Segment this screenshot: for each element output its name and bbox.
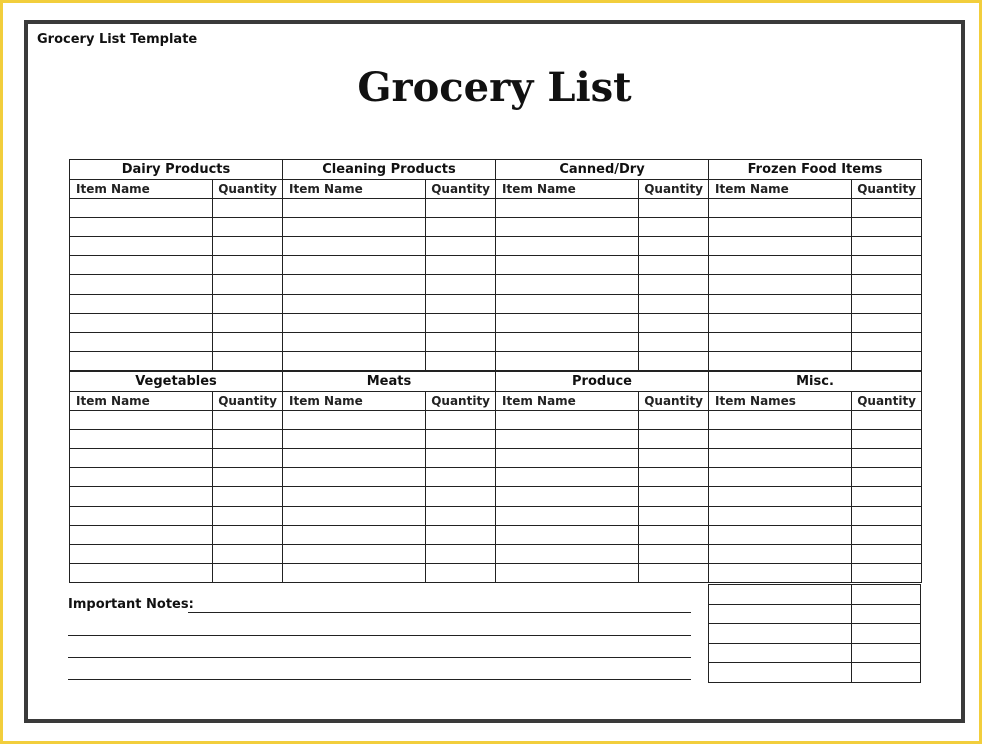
quantity-header: Quantity: [644, 394, 703, 408]
item-name-cell[interactable]: [709, 545, 852, 563]
item-name-cell[interactable]: [709, 237, 852, 255]
quantity-cell[interactable]: [213, 564, 282, 582]
quantity-cell[interactable]: [426, 275, 495, 293]
quantity-cell[interactable]: [426, 507, 495, 525]
table-row: [283, 199, 495, 218]
quantity-cell[interactable]: [852, 468, 921, 486]
quantity-cell[interactable]: [426, 256, 495, 274]
table-row: [496, 256, 708, 275]
table-row: [709, 352, 921, 370]
quantity-cell[interactable]: [426, 352, 495, 370]
section-title: Frozen Food Items: [709, 160, 921, 180]
table-row: [709, 662, 920, 682]
column-header-row: [283, 180, 495, 199]
item-name-cell[interactable]: [283, 430, 426, 448]
table-row: [283, 468, 495, 487]
item-name-header: Item Name: [496, 180, 639, 198]
table-row: [709, 199, 921, 218]
table-row: [496, 275, 708, 294]
quantity-cell[interactable]: [639, 564, 708, 582]
item-name-header: Item Name: [283, 392, 426, 410]
table-row: [283, 333, 495, 352]
table-row: [70, 545, 282, 564]
table-row: [283, 526, 495, 545]
item-name-header: Item Name: [709, 180, 852, 198]
table-row: [709, 604, 920, 624]
column-header-row: [496, 392, 708, 411]
quantity-cell[interactable]: [213, 487, 282, 505]
quantity-cell[interactable]: [639, 449, 708, 467]
item-name-header: Item Name: [496, 392, 639, 410]
section-title: Produce: [496, 372, 708, 392]
item-name-cell[interactable]: [283, 275, 426, 293]
quantity-cell[interactable]: [213, 449, 282, 467]
item-name-cell[interactable]: [283, 411, 426, 429]
table-row: [70, 218, 282, 237]
item-name-cell[interactable]: [70, 295, 213, 313]
item-name-cell[interactable]: [709, 333, 852, 351]
quantity-cell[interactable]: [426, 411, 495, 429]
table-row: [709, 411, 921, 430]
section-title: Canned/Dry: [496, 160, 708, 180]
misc-extra-rows: [708, 584, 921, 683]
document-label: Grocery List Template: [37, 32, 198, 47]
quantity-cell[interactable]: [213, 295, 282, 313]
quantity-header: Quantity: [857, 394, 916, 408]
quantity-cell[interactable]: [639, 275, 708, 293]
table-row: [709, 564, 921, 582]
section-title: Misc.: [709, 372, 921, 392]
section-canned-dry: [495, 159, 708, 371]
item-name-cell[interactable]: [709, 644, 852, 663]
column-header-row: [496, 180, 708, 199]
item-name-cell[interactable]: [709, 564, 852, 582]
notes-line-3[interactable]: [68, 657, 691, 658]
table-row: [283, 449, 495, 468]
table-row: [283, 487, 495, 506]
quantity-cell[interactable]: [852, 237, 921, 255]
item-name-cell[interactable]: [70, 507, 213, 525]
quantity-cell[interactable]: [426, 545, 495, 563]
quantity-header: Quantity: [431, 182, 490, 196]
quantity-cell[interactable]: [639, 411, 708, 429]
item-name-cell[interactable]: [709, 449, 852, 467]
column-header-row: [70, 180, 282, 199]
table-row: [496, 352, 708, 370]
section-produce: [495, 371, 708, 583]
quantity-cell[interactable]: [213, 507, 282, 525]
quantity-cell[interactable]: [426, 468, 495, 486]
table-row: [496, 487, 708, 506]
item-name-cell[interactable]: [283, 468, 426, 486]
table-row: [496, 507, 708, 526]
column-header-row: [709, 180, 921, 199]
quantity-cell[interactable]: [639, 507, 708, 525]
table-row: [70, 507, 282, 526]
item-name-cell[interactable]: [709, 585, 852, 604]
table-row: [283, 295, 495, 314]
item-name-cell[interactable]: [496, 352, 639, 370]
quantity-cell[interactable]: [426, 430, 495, 448]
quantity-cell[interactable]: [213, 333, 282, 351]
item-name-cell[interactable]: [70, 275, 213, 293]
quantity-cell[interactable]: [639, 295, 708, 313]
table-row: [283, 564, 495, 582]
section-dairy-products: [69, 159, 282, 371]
table-row: [496, 545, 708, 564]
item-name-cell[interactable]: [70, 237, 213, 255]
quantity-cell[interactable]: [213, 468, 282, 486]
table-row: [283, 545, 495, 564]
table-row: [283, 275, 495, 294]
quantity-cell[interactable]: [426, 526, 495, 544]
quantity-cell[interactable]: [852, 644, 920, 663]
quantity-cell[interactable]: [426, 564, 495, 582]
item-name-cell[interactable]: [70, 314, 213, 332]
quantity-cell[interactable]: [852, 585, 920, 604]
table-row: [496, 314, 708, 333]
item-name-cell[interactable]: [709, 218, 852, 236]
quantity-cell[interactable]: [852, 256, 921, 274]
quantity-cell[interactable]: [639, 487, 708, 505]
item-name-cell[interactable]: [70, 218, 213, 236]
quantity-cell[interactable]: [213, 314, 282, 332]
table-row: [70, 526, 282, 545]
quantity-cell[interactable]: [639, 199, 708, 217]
table-row: [70, 333, 282, 352]
item-name-cell[interactable]: [709, 487, 852, 505]
table-row: [709, 584, 920, 604]
quantity-cell[interactable]: [639, 430, 708, 448]
table-row: [70, 564, 282, 582]
item-name-cell[interactable]: [283, 256, 426, 274]
item-name-cell[interactable]: [496, 237, 639, 255]
quantity-cell[interactable]: [213, 218, 282, 236]
section-title: Vegetables: [70, 372, 282, 392]
table-row: [70, 487, 282, 506]
item-name-cell[interactable]: [709, 411, 852, 429]
item-name-cell[interactable]: [709, 507, 852, 525]
section-cleaning-products: [282, 159, 495, 371]
item-name-cell[interactable]: [496, 468, 639, 486]
table-row: [496, 411, 708, 430]
item-name-cell[interactable]: [496, 449, 639, 467]
quantity-cell[interactable]: [852, 507, 921, 525]
table-row: [496, 430, 708, 449]
table-row: [709, 507, 921, 526]
quantity-cell[interactable]: [639, 526, 708, 544]
quantity-cell[interactable]: [213, 526, 282, 544]
table-row: [70, 256, 282, 275]
item-name-cell[interactable]: [496, 411, 639, 429]
table-row: [70, 430, 282, 449]
table-row: [283, 218, 495, 237]
table-row: [70, 468, 282, 487]
quantity-cell[interactable]: [213, 237, 282, 255]
section-title: Dairy Products: [70, 160, 282, 180]
quantity-cell[interactable]: [426, 314, 495, 332]
item-name-cell[interactable]: [70, 468, 213, 486]
item-name-cell[interactable]: [496, 507, 639, 525]
quantity-cell[interactable]: [426, 487, 495, 505]
table-row: [709, 623, 920, 643]
table-row: [709, 256, 921, 275]
table-row: [283, 507, 495, 526]
item-name-cell[interactable]: [709, 295, 852, 313]
column-header-row: [70, 392, 282, 411]
item-name-cell[interactable]: [70, 449, 213, 467]
item-name-cell[interactable]: [70, 199, 213, 217]
quantity-cell[interactable]: [852, 218, 921, 236]
item-name-cell[interactable]: [70, 352, 213, 370]
quantity-cell[interactable]: [852, 487, 921, 505]
table-row: [70, 275, 282, 294]
section-misc: [708, 371, 922, 583]
table-row: [70, 237, 282, 256]
quantity-cell[interactable]: [426, 333, 495, 351]
page-title: Grocery List: [357, 64, 632, 111]
item-name-cell[interactable]: [709, 526, 852, 544]
item-name-cell[interactable]: [70, 411, 213, 429]
quantity-cell[interactable]: [852, 564, 921, 582]
quantity-cell[interactable]: [852, 275, 921, 293]
item-name-cell[interactable]: [709, 605, 852, 624]
quantity-cell[interactable]: [852, 663, 920, 682]
section-frozen-food-items: [708, 159, 922, 371]
item-name-cell[interactable]: [496, 545, 639, 563]
item-name-cell[interactable]: [283, 314, 426, 332]
item-name-cell[interactable]: [70, 430, 213, 448]
quantity-header: Quantity: [218, 394, 277, 408]
quantity-cell[interactable]: [639, 352, 708, 370]
table-row: [496, 295, 708, 314]
item-name-cell[interactable]: [709, 256, 852, 274]
quantity-cell[interactable]: [426, 237, 495, 255]
table-row: [70, 199, 282, 218]
item-name-cell[interactable]: [70, 564, 213, 582]
quantity-cell[interactable]: [852, 333, 921, 351]
item-name-cell[interactable]: [709, 468, 852, 486]
table-row: [496, 526, 708, 545]
quantity-cell[interactable]: [852, 314, 921, 332]
column-header-row: [709, 392, 921, 411]
section-meats: [282, 371, 495, 583]
quantity-cell[interactable]: [426, 218, 495, 236]
quantity-cell[interactable]: [852, 526, 921, 544]
quantity-cell[interactable]: [213, 275, 282, 293]
section-title: Cleaning Products: [283, 160, 495, 180]
quantity-cell[interactable]: [426, 295, 495, 313]
quantity-cell[interactable]: [852, 545, 921, 563]
table-row: [283, 352, 495, 370]
table-row: [496, 449, 708, 468]
item-name-cell[interactable]: [70, 526, 213, 544]
quantity-cell[interactable]: [639, 545, 708, 563]
item-name-cell[interactable]: [709, 275, 852, 293]
quantity-cell[interactable]: [852, 430, 921, 448]
item-name-cell[interactable]: [709, 624, 852, 643]
item-name-cell[interactable]: [496, 430, 639, 448]
table-row: [70, 449, 282, 468]
quantity-cell[interactable]: [852, 352, 921, 370]
item-name-cell[interactable]: [283, 507, 426, 525]
item-name-cell[interactable]: [496, 295, 639, 313]
quantity-cell[interactable]: [639, 237, 708, 255]
item-name-cell[interactable]: [70, 333, 213, 351]
table-row: [709, 333, 921, 352]
table-row: [709, 237, 921, 256]
item-name-cell[interactable]: [496, 314, 639, 332]
table-row: [709, 449, 921, 468]
item-name-cell[interactable]: [283, 545, 426, 563]
item-name-header: Item Name: [70, 392, 213, 410]
table-row: [496, 237, 708, 256]
item-name-cell[interactable]: [70, 256, 213, 274]
item-name-cell[interactable]: [283, 487, 426, 505]
item-name-header: Item Name: [70, 180, 213, 198]
table-row: [283, 314, 495, 333]
item-name-cell[interactable]: [283, 199, 426, 217]
table-row: [70, 411, 282, 430]
quantity-cell[interactable]: [852, 295, 921, 313]
item-name-cell[interactable]: [496, 526, 639, 544]
item-name-cell[interactable]: [283, 526, 426, 544]
item-name-cell[interactable]: [496, 487, 639, 505]
table-row: [709, 295, 921, 314]
quantity-cell[interactable]: [852, 605, 920, 624]
item-name-cell[interactable]: [496, 564, 639, 582]
section-vegetables: [69, 371, 282, 583]
item-name-cell[interactable]: [496, 333, 639, 351]
item-name-cell[interactable]: [496, 199, 639, 217]
item-name-cell[interactable]: [283, 237, 426, 255]
quantity-cell[interactable]: [213, 352, 282, 370]
table-row: [709, 643, 920, 663]
item-name-cell[interactable]: [496, 275, 639, 293]
item-name-cell[interactable]: [283, 333, 426, 351]
page-background: [3, 3, 979, 741]
quantity-header: Quantity: [431, 394, 490, 408]
table-row: [70, 314, 282, 333]
table-row: [709, 526, 921, 545]
quantity-cell[interactable]: [426, 449, 495, 467]
quantity-cell[interactable]: [639, 256, 708, 274]
item-name-cell[interactable]: [283, 564, 426, 582]
item-name-cell[interactable]: [70, 545, 213, 563]
quantity-cell[interactable]: [852, 449, 921, 467]
table-row: [709, 275, 921, 294]
column-header-row: [283, 392, 495, 411]
table-row: [709, 314, 921, 333]
item-name-cell[interactable]: [283, 352, 426, 370]
quantity-cell[interactable]: [852, 199, 921, 217]
document-frame: [24, 20, 965, 723]
item-name-cell[interactable]: [709, 352, 852, 370]
quantity-cell[interactable]: [852, 624, 920, 643]
section-title: Meats: [283, 372, 495, 392]
table-row: [496, 468, 708, 487]
quantity-cell[interactable]: [213, 199, 282, 217]
quantity-cell[interactable]: [852, 411, 921, 429]
table-row: [709, 468, 921, 487]
quantity-header: Quantity: [218, 182, 277, 196]
notes-line-2[interactable]: [68, 635, 691, 636]
quantity-cell[interactable]: [213, 411, 282, 429]
table-row: [709, 487, 921, 506]
item-name-cell[interactable]: [283, 295, 426, 313]
table-row: [496, 199, 708, 218]
item-name-cell[interactable]: [709, 430, 852, 448]
table-row: [283, 256, 495, 275]
table-row: [70, 295, 282, 314]
item-name-header: Item Names: [709, 392, 852, 410]
item-name-cell[interactable]: [283, 218, 426, 236]
quantity-cell[interactable]: [639, 333, 708, 351]
item-name-cell[interactable]: [496, 218, 639, 236]
quantity-cell[interactable]: [213, 545, 282, 563]
item-name-cell[interactable]: [70, 487, 213, 505]
notes-line-4[interactable]: [68, 679, 691, 680]
item-name-header: Item Name: [283, 180, 426, 198]
table-row: [283, 237, 495, 256]
quantity-cell[interactable]: [426, 199, 495, 217]
table-row: [283, 430, 495, 449]
table-row: [283, 411, 495, 430]
table-row: [70, 352, 282, 370]
item-name-cell[interactable]: [709, 314, 852, 332]
quantity-cell[interactable]: [213, 256, 282, 274]
quantity-header: Quantity: [644, 182, 703, 196]
notes-line-1[interactable]: [188, 612, 691, 613]
table-row: [496, 564, 708, 582]
table-row: [709, 218, 921, 237]
important-notes-label: Important Notes:: [68, 597, 194, 612]
table-row: [496, 218, 708, 237]
table-row: [709, 430, 921, 449]
table-row: [709, 545, 921, 564]
item-name-cell[interactable]: [283, 449, 426, 467]
quantity-header: Quantity: [857, 182, 916, 196]
item-name-cell[interactable]: [496, 256, 639, 274]
quantity-cell[interactable]: [639, 314, 708, 332]
table-row: [496, 333, 708, 352]
quantity-cell[interactable]: [213, 430, 282, 448]
item-name-cell[interactable]: [709, 663, 852, 682]
quantity-cell[interactable]: [639, 468, 708, 486]
item-name-cell[interactable]: [709, 199, 852, 217]
quantity-cell[interactable]: [639, 218, 708, 236]
